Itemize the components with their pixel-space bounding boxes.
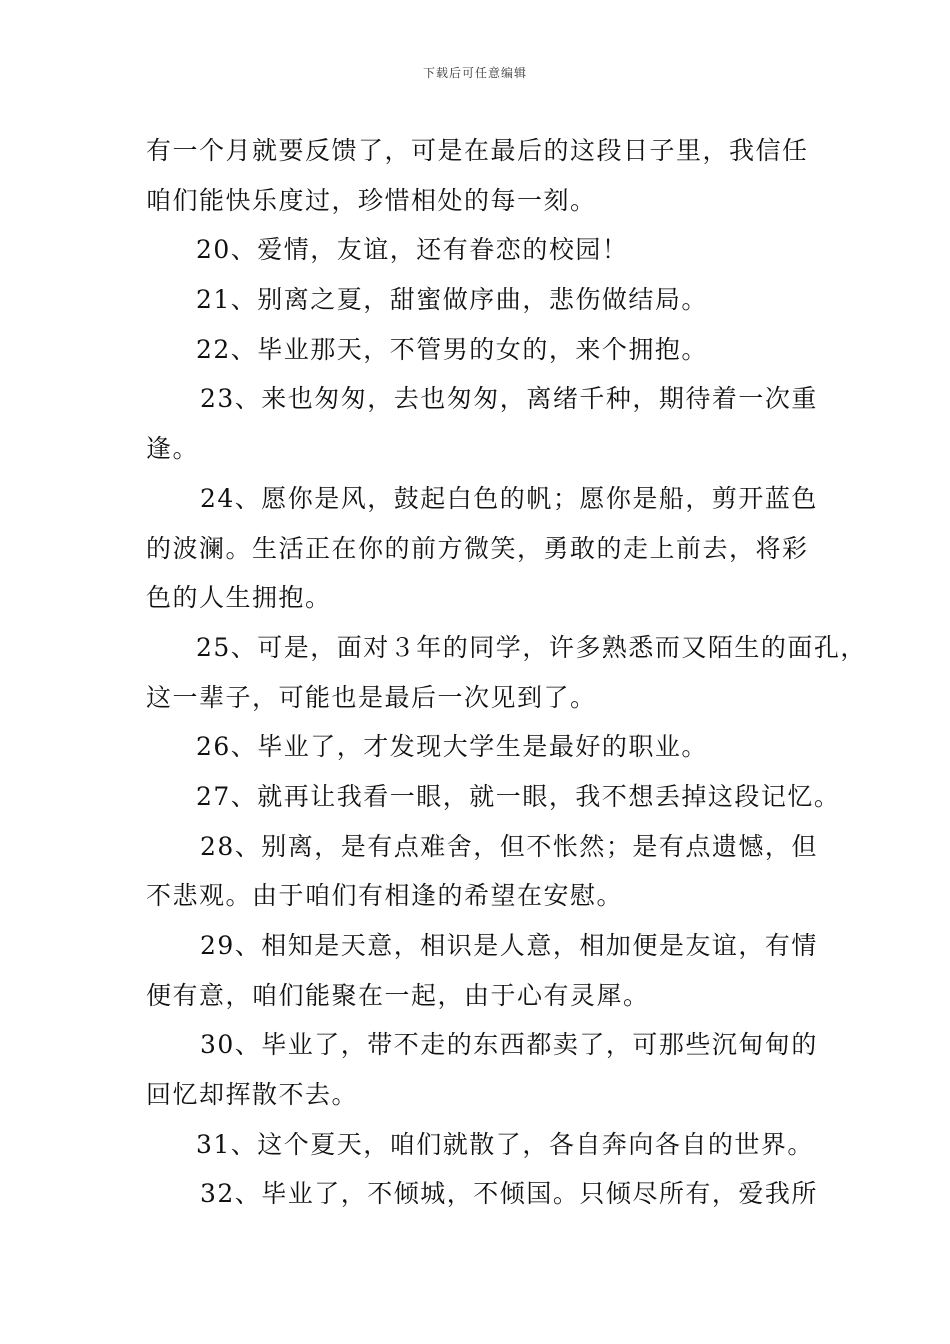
text-line: 回忆却挥散不去。 xyxy=(146,1080,359,1110)
text-line: 28、别离，是有点难舍，但不怅然；是有点遗憾，但 xyxy=(200,831,818,861)
text-line: 的波澜。生活正在你的前方微笑，勇敢的走上前去，将彩 xyxy=(146,533,809,563)
text-line: 逢。 xyxy=(146,434,200,464)
text-line: 不悲观。由于咱们有相逢的希望在安慰。 xyxy=(146,881,624,911)
text-line: 这一辈子，可能也是最后一次见到了。 xyxy=(146,682,597,712)
text-line: 25、可是，面对３年的同学，许多熟悉而又陌生的面孔， xyxy=(196,632,867,662)
text-line: 30、毕业了，带不走的东西都卖了，可那些沉甸甸的 xyxy=(200,1030,818,1060)
text-line: 32、毕业了，不倾城，不倾国。只倾尽所有，爱我所 xyxy=(200,1179,818,1209)
text-line: 咱们能快乐度过，珍惜相处的每一刻。 xyxy=(146,185,597,215)
text-line: 20、爱情，友谊，还有眷恋的校园！ xyxy=(196,235,629,265)
text-line: 21、别离之夏，甜蜜做序曲，悲伤做结局。 xyxy=(196,285,708,315)
text-line: 27、就再让我看一眼，就一眼，我不想丢掉这段记忆。 xyxy=(196,781,841,811)
text-line: 色的人生拥抱。 xyxy=(146,583,332,613)
text-line: 便有意，咱们能聚在一起，由于心有灵犀。 xyxy=(146,980,650,1010)
text-line: 有一个月就要反馈了，可是在最后的这段日子里，我信任 xyxy=(146,136,809,165)
text-line: 22、毕业那天，不管男的女的，来个拥抱。 xyxy=(196,334,708,364)
text-line: 26、毕业了，才发现大学生是最好的职业。 xyxy=(196,732,708,762)
document-body xyxy=(146,126,867,1219)
text-line: 23、来也匆匆，去也匆匆，离绪千种，期待着一次重 xyxy=(200,384,818,414)
page-header: 下载后可任意编辑 xyxy=(422,66,527,80)
text-line: 24、愿你是风，鼓起白色的帆；愿你是船，剪开蓝色 xyxy=(200,483,818,513)
text-line: 29、相知是天意，相识是人意，相加便是友谊，有情 xyxy=(200,931,818,960)
text-line: 31、这个夏天，咱们就散了，各自奔向各自的世界。 xyxy=(196,1129,814,1159)
